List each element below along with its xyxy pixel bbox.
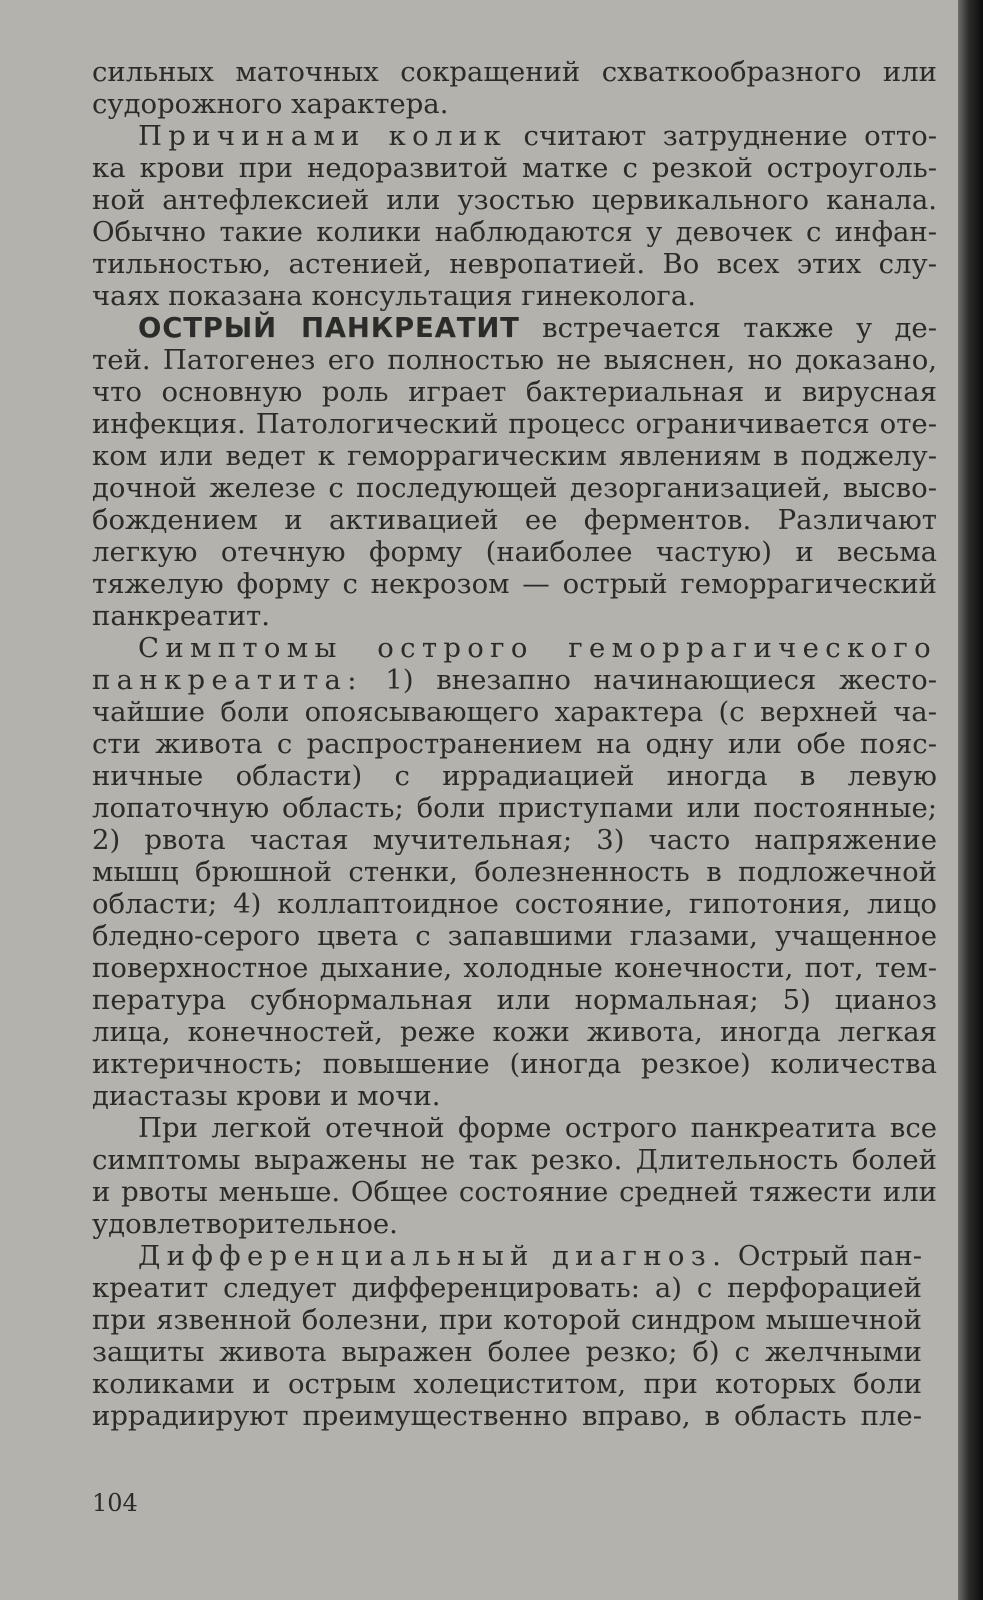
spaced-term: Причинами колик bbox=[138, 120, 508, 152]
text-line: поверхностное дыхание, холодные конечности, пот, тем- bbox=[92, 952, 937, 984]
text-line: коликами и острым холециститом, при которых боли bbox=[92, 1368, 922, 1400]
text-line: пература субнормальная или нормальная; 5) цианоз bbox=[92, 984, 937, 1016]
page-number: 104 bbox=[92, 1489, 138, 1517]
text-line: При легкой отечной форме острого панкреатита все bbox=[138, 1112, 937, 1144]
text-line: Причинами колик считают затруднение отто- bbox=[138, 120, 937, 152]
text-line bbox=[138, 632, 937, 664]
text-line: панкреатит. bbox=[92, 600, 271, 632]
text-line: Дифференциальный диагноз. Острый пан- bbox=[138, 1240, 923, 1272]
text-line: легкую отечную форму (наиболее частую) и весьма bbox=[92, 536, 937, 568]
section-heading: ОСТРЫЙ ПАНКРЕАТИТ bbox=[138, 312, 520, 344]
text-line: диастазы крови и мочи. bbox=[92, 1080, 441, 1112]
text-line: ОСТРЫЙ ПАНКРЕАТИТ встречается также у де- bbox=[138, 312, 937, 344]
text-line: сильных маточных сокращений схваткообразного или bbox=[92, 56, 937, 88]
text-line: бледно-серого цвета с запавшими глазами, учащенное bbox=[92, 920, 937, 952]
spaced-term: панкреатита: bbox=[92, 664, 363, 696]
text-line: тей. Патогенез его полностью не выяснен, но доказано, bbox=[92, 344, 937, 376]
text-line: что основную роль играет бактериальная и вирусная bbox=[92, 376, 937, 408]
text-line: лица, конечностей, реже кожи живота, иногда легкая bbox=[92, 1016, 937, 1048]
text-line: инфекция. Патологический процесс ограничивается оте- bbox=[92, 408, 937, 440]
text-line: чайшие боли опоясывающего характера (с верхней ча- bbox=[92, 696, 937, 728]
text-line: ка крови при недоразвитой матке с резкой остроуголь- bbox=[92, 152, 937, 184]
text-line: лопаточную область; боли приступами или постоянные; bbox=[92, 792, 937, 824]
text-line: сти живота с распространением на одну или обе пояс- bbox=[92, 728, 937, 760]
text-line: 2) рвота частая мучительная; 3) часто напряжение bbox=[92, 824, 937, 856]
text-line: иктеричность; повышение (иногда резкое) количества bbox=[92, 1048, 937, 1080]
text-line: симптомы выражены не так резко. Длительность болей bbox=[92, 1144, 937, 1176]
text-line: дочной железе с последующей дезорганизацией, высво- bbox=[92, 472, 937, 504]
text-line: и рвоты меньше. Общее состояние средней тяжести или bbox=[92, 1176, 937, 1208]
text-line: тильностью, астенией, невропатией. Во всех этих слу- bbox=[92, 248, 937, 280]
text-line: ком или ведет к геморрагическим явлениям в поджелу- bbox=[92, 440, 937, 472]
text-line: Обычно такие колики наблюдаются у девочек с инфан- bbox=[92, 216, 937, 248]
text-line: панкреатита: 1) внезапно начинающиеся жесто- bbox=[92, 664, 937, 696]
text-line: удовлетворительное. bbox=[92, 1208, 398, 1240]
text-line: тяжелую форму с некрозом — острый геморрагический bbox=[92, 568, 937, 600]
text-line: иррадиируют преимущественно вправо, в область пле- bbox=[92, 1400, 922, 1432]
text-line: бождением и активацией ее ферментов. Различают bbox=[92, 504, 937, 536]
text-line: мышц брюшной стенки, болезненность в подложечной bbox=[92, 856, 937, 888]
text-line: ной антефлексией или узостью цервикального канала. bbox=[92, 184, 937, 216]
text-line: креатит следует дифференцировать: а) с перфорацией bbox=[92, 1272, 922, 1304]
text-line: области; 4) коллаптоидное состояние, гипотония, лицо bbox=[92, 888, 937, 920]
spaced-term: Дифференциальный диагноз. bbox=[138, 1240, 728, 1272]
spaced-term: Симптомы острого геморрагического bbox=[138, 632, 937, 664]
book-edge bbox=[958, 0, 983, 1600]
text-line: при язвенной болезни, при которой синдром мышечной bbox=[92, 1304, 922, 1336]
text-line: судорожного характера. bbox=[92, 88, 449, 120]
text-line: защиты живота выражен более резко; б) с желчными bbox=[92, 1336, 922, 1368]
text-line: ничные области) с иррадиацией иногда в левую bbox=[92, 760, 937, 792]
text-line: чаях показана консультация гинеколога. bbox=[92, 280, 696, 312]
